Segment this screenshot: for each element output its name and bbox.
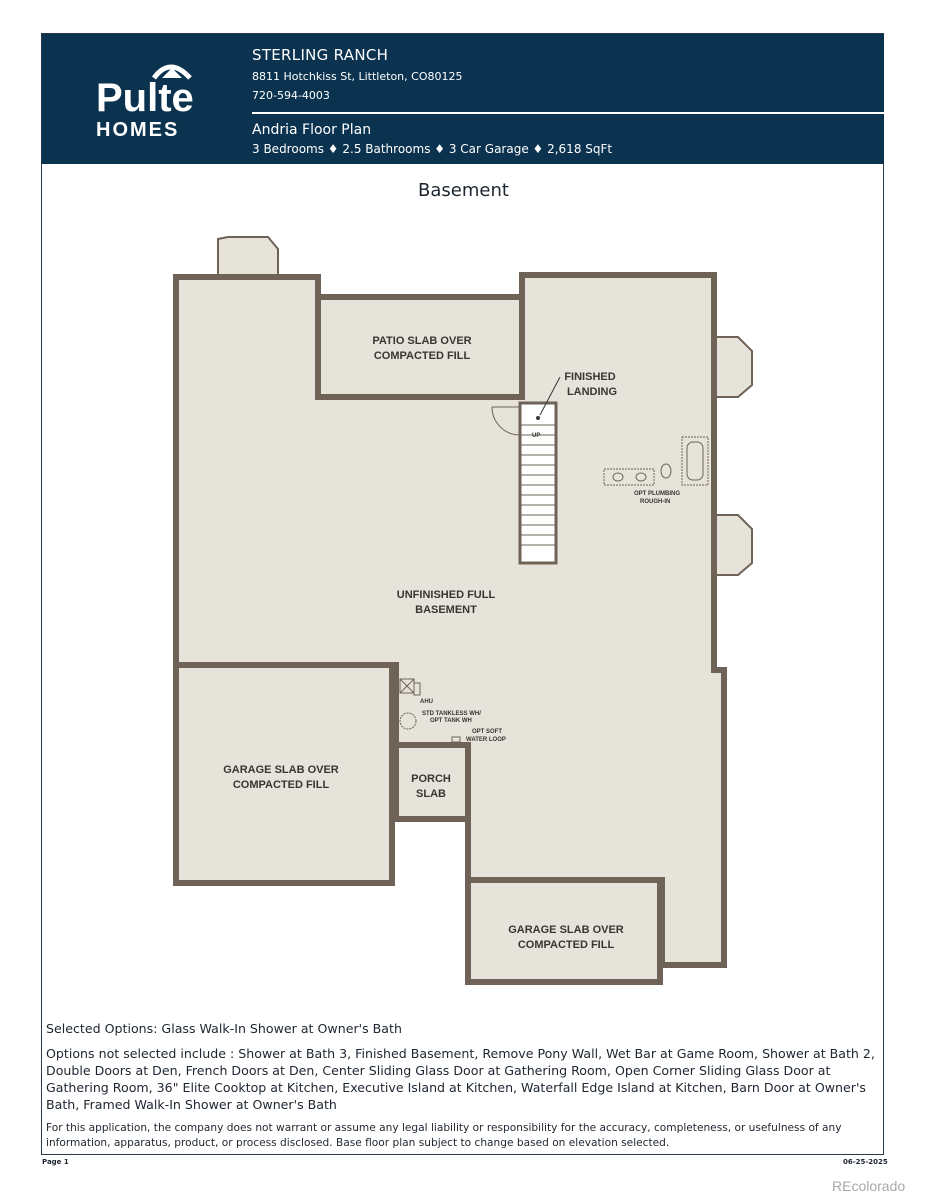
plumbing-label-1: OPT PLUMBING [634,491,680,497]
garage-left-label-1: GARAGE SLAB OVER [223,764,339,776]
garage-left-label-2: COMPACTED FILL [232,779,330,791]
community-address: 8811 Hotchkiss St, Littleton, CO80125 [252,70,463,83]
disclaimer: For this application, the company does not warrant or assume any legal liability or responsibility for the accuracy, completeness, or usefulness of any information, apparatus, product, or process disclosed. Base floor plan subject to change based on elevation selected. [46,1122,842,1149]
garage-right-label-1: GARAGE SLAB OVER [508,924,624,936]
ahu-label: AHU [420,699,433,705]
recolorado-watermark: REcolorado [832,1178,906,1194]
window-well-top [218,237,278,277]
water-heater-label-2: OPT TANK WH [430,718,472,724]
window-well-right-upper [715,337,752,397]
water-softener-label-2: WATER LOOP [466,737,506,743]
landing-label-1: FINISHED [564,371,616,383]
patio-slab-label-2: COMPACTED FILL [373,350,471,362]
logo-subtext: HOMES [96,119,180,141]
plan-specs: 3 Bedrooms ♦ 2.5 Bathrooms ♦ 3 Car Garage ♦ 2,618 SqFt [252,142,613,156]
landing-marker [536,416,540,420]
page-date: 06-25-2025 [843,1158,888,1166]
basement-label-2: BASEMENT [415,604,477,616]
header-banner [42,34,884,164]
community-phone: 720-594-4003 [252,89,330,102]
patio-slab [318,297,522,397]
landing-label-2: LANDING [566,386,618,398]
floor-title: Basement [418,180,509,201]
plumbing-label-2: ROUGH-IN [640,499,671,505]
not-selected-options: Options not selected include : Shower at Bath 3, Finished Basement, Remove Pony Wall, Wet Bar at Game Room, Shower at Bath 2, Double Doors at Den, French Doors at Den, Center Sliding Glass Door at Gathering Room, Open Corner Sliding Glass Door at Gathering Room, 36" Elite Cooktop at Kitchen, Executive Island at Kitchen, Waterfall Edge Island at Kitchen, Barn Door at Owner's Bath, Framed Walk-In Shower at Owner's Bath [46,1046,875,1112]
water-softener-label-1: OPT SOFT [472,729,502,735]
patio-slab-label-1: PATIO SLAB OVER [372,335,472,347]
plan-name: Andria Floor Plan [252,122,372,138]
options-notes [46,1020,884,1151]
porch-slab-label-2: SLAB [416,788,446,800]
pulte-homes-logo [92,56,202,146]
window-well-right-lower [715,515,752,575]
porch-slab-label-1: PORCH [411,773,451,785]
page-number: Page 1 [42,1158,69,1166]
basement-label-1: UNFINISHED FULL [396,589,496,601]
selected-options: Selected Options: Glass Walk-In Shower at Owner's Bath [46,1021,402,1036]
community-name: STERLING RANCH [252,46,389,64]
stair-up-label: UP [532,433,541,439]
header-divider [252,112,884,114]
basement-floor-plan [150,225,770,1005]
garage-right-label-2: COMPACTED FILL [517,939,615,951]
water-heater-label-1: STD TANKLESS WH/ [422,711,481,717]
logo-wordmark: Pulte [96,76,194,120]
